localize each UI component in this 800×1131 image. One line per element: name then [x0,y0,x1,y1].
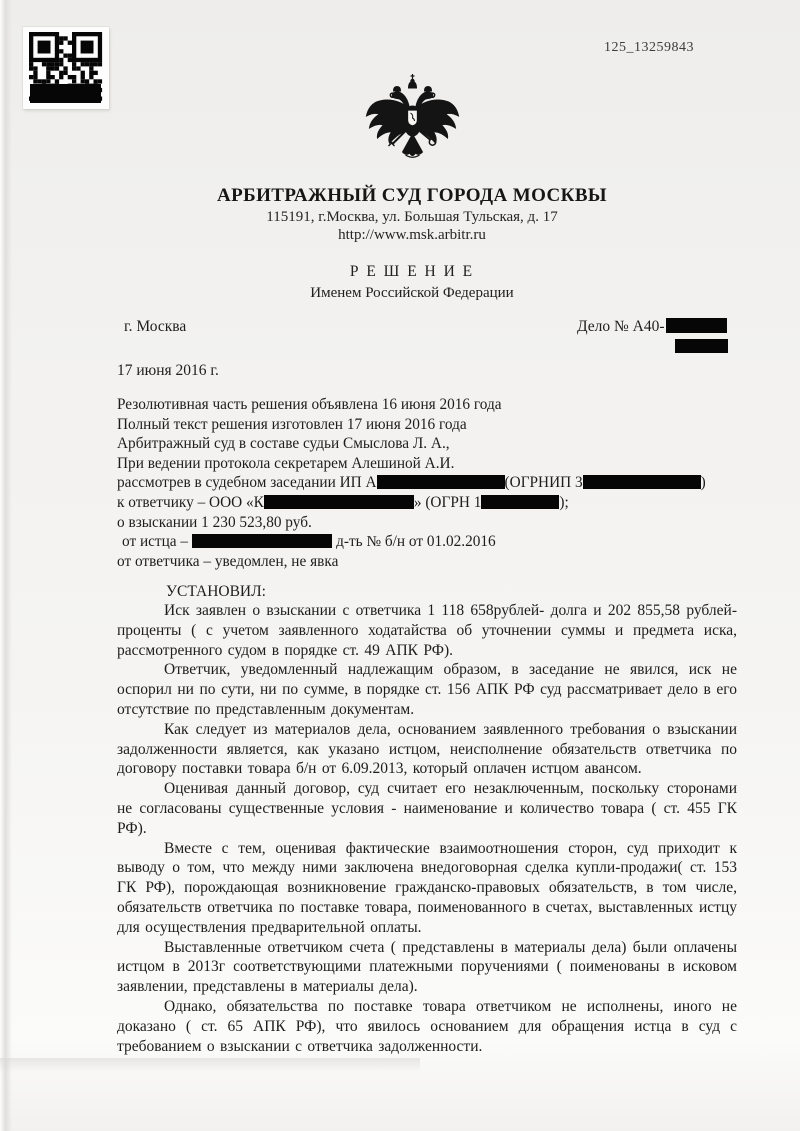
qr-code [23,27,109,109]
paragraph-case-materials: Как следует из материалов дела, основанием заявленного требования о взыскании задолженности является, как указано истцом, неисполнение обязательств ответчика по договору поставки товара б/н от 6.09.2013, который оплачен истцом авансом. [117,720,737,778]
court-website: http://www.msk.arbitr.ru [338,227,486,243]
respondent-ogrn-label: » (ОГРН 1 [413,493,482,511]
secretary-line: При ведении протокола секретарем Алешиной А.И. [117,454,455,472]
court-address: 115191, г.Москва, ул. Большая Тульская, д. 17 [266,209,558,225]
power-of-attorney-text: д-ть № б/н от 01.02.2016 [336,533,496,551]
case-number-line [577,318,727,336]
redacted-case-number-line2 [675,339,728,353]
redacted-ogrnip [583,475,701,489]
decision-subtitle: Именем Российской Федерации [310,285,514,301]
qr-redaction-bar [30,84,101,103]
redacted-respondent-name [264,495,414,509]
scan-bottom-shadow [0,1058,420,1072]
redacted-ogrn [481,495,559,509]
paragraph-respondent-absent: Ответчик, уведомленный надлежащим образом, в заседание не явился, иск не оспорил ни по сути, ни по сумме, в порядке ст. 156 АПК РФ суд рассматривает дело в его отсутствие по представленным документам. [117,661,737,718]
from-claimant-label: от истца – [122,533,189,551]
established-heading: УСТАНОВИЛ: [166,583,266,600]
from-respondent-line: от ответчика – уведомлен, не явка [117,552,339,570]
claim-amount-line: о взыскании 1 230 523,80 руб. [117,513,312,531]
decision-title: Р Е Ш Е Н И Е [349,263,475,280]
paragraph-contract-assessment: Оценивая данный договор, суд считает его незаключенным, поскольку сторонами не согласованы существенные условия - наименование и количество товара ( ст. 455 ГК РФ). [117,780,737,837]
respondent-line [117,493,723,513]
claimant-ogrnip-label: (ОГРНИП 3 [504,474,583,492]
respondent-close: ); [559,493,569,511]
claimant-line [117,473,723,493]
paragraph-obligations: Однако, обязательства по поставке товара ответчиком не исполнены, иного не доказано ( ст. 65 АПК РФ), что явилось основанием для обращения истца в суд с требованием о взыскании с ответчика задолженности. [117,997,737,1055]
respondent-text: к ответчику – ООО «К [117,493,264,511]
paragraph-invoices: Выставленные ответчиком счета ( представлены в материалы дела) были оплачены истцом в 2013г соответствующими платежными поручениями ( поименованы в исковом заявлении, представлены в материалы дела). [117,938,737,996]
resolutive-part-line: Резолютивная часть решения объявлена 16 июня 2016 года [117,396,502,413]
redacted-case-number [666,318,727,333]
russia-coat-of-arms-icon [362,74,463,184]
paragraph-transaction: Вместе с тем, оценивая фактические взаимоотношения сторон, суд приходит к выводу о том, что между ними заключена внедоговорная сделка купли-продажи( ст. 153 ГК РФ), порождающая возникновение гражданско-правовых обязательств, в том числе, обязательств ответчика по поставке товара, поименованного в счетах, выставленных истцу для осуществления предварительной оплаты. [117,839,737,936]
scan-edge-shadow [0,0,12,1131]
decision-city: г. Москва [124,318,187,335]
redacted-representative [192,534,332,548]
decision-body-text [117,601,737,1056]
claimant-text: рассмотрев в судебном заседании ИП А [117,474,377,492]
claimant-close: ) [700,474,706,492]
decision-date: 17 июня 2016 г. [117,362,219,379]
court-name: АРБИТРАЖНЫЙ СУД ГОРОДА МОСКВЫ [217,185,607,206]
from-claimant-line [117,532,723,552]
document-number: 125_13259843 [604,40,694,55]
case-number-label: Дело № А40- [577,318,665,335]
judge-line: Арбитражный суд в составе судьи Смыслова Л. А., [117,435,450,453]
case-intro-block [117,395,723,571]
paragraph-claim: Иск заявлен о взыскании с ответчика 1 118 658рублей- долга и 202 855,58 рублей- проценты ( с учетом заявленного ходатайства об уточнении суммы и предмета иска, рассмотренного судом в порядке ст. 49 АПК РФ). [117,602,737,659]
redacted-claimant-name [377,475,505,489]
full-text-line: Полный текст решения изготовлен 17 июня 2016 года [117,415,467,433]
